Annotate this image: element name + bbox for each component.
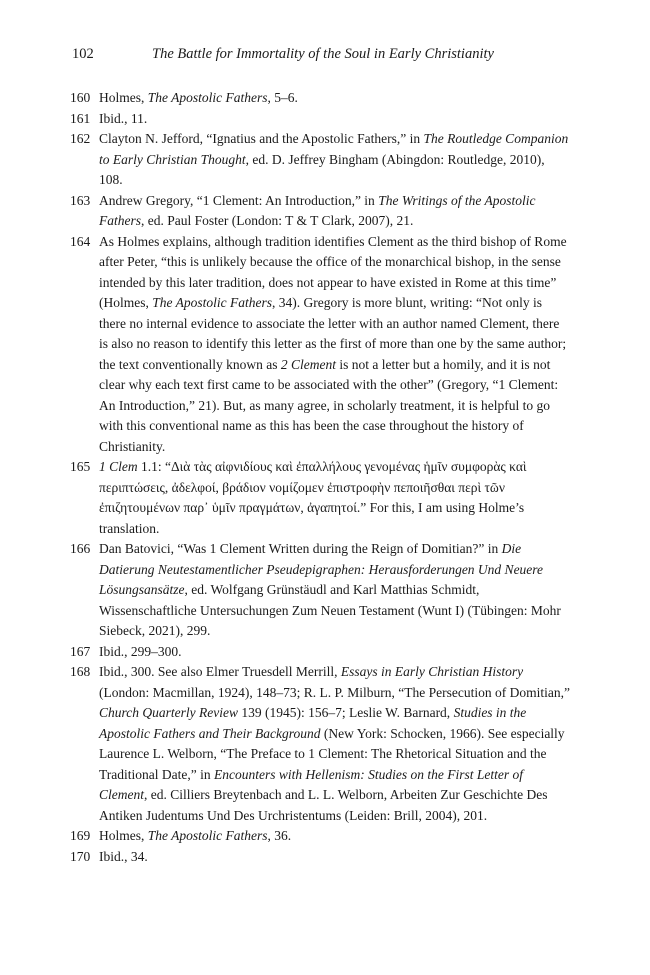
italic-title: Encounters with Hellenism: Studies on the First Letter of Clement: [99, 766, 523, 802]
text-segment: Dan Batovici, “Was 1 Clement Written during the Reign of Domitian?” in: [99, 541, 502, 556]
footnote-number: 170: [70, 848, 91, 864]
footnote-text: [99, 88, 570, 109]
text-segment: 139 (1945): 156–7; Leslie W. Barnard,: [237, 705, 454, 720]
text-segment: Holmes,: [99, 90, 148, 105]
text-segment: , ed. Wolfgang Grünstäudl and Karl Matthias Schmidt, Wissenschaftliche Untersuchungen Zum Neuen Testament (Wunt I) (Tübingen: Mohr Siebeck, 2021), 299.: [99, 582, 561, 638]
footnote-168: [70, 662, 570, 826]
footnote-number: 166: [70, 541, 91, 556]
footnote-165: [70, 457, 570, 539]
text-segment: , 5–6.: [267, 90, 298, 105]
footnote-number: 167: [70, 643, 91, 659]
footnote-text: [99, 457, 570, 539]
italic-title: The Apostolic Fathers: [152, 295, 272, 310]
footnote-list: [70, 88, 570, 867]
italic-title: 2 Clement: [280, 356, 336, 372]
text-segment: , ed. D. Jeffrey Bingham (Abingdon: Routledge, 2010), 108.: [99, 151, 545, 187]
italic-title: Die Datierung Neutestamentlicher Pseudepigraphen: Herausforderungen Und Neuere Lösungsansätze: [99, 541, 544, 597]
italic-title: 1 Clem: [99, 459, 138, 474]
footnote-text: [99, 539, 570, 642]
text-segment: , 36.: [267, 828, 292, 843]
footnote-text: [99, 662, 570, 826]
footnote-161: [70, 109, 570, 130]
footnote-text: [99, 847, 570, 868]
italic-title: The Apostolic Fathers: [147, 90, 268, 105]
footnote-text: [99, 642, 570, 663]
footnote-text: [99, 232, 570, 458]
footnote-162: [70, 129, 570, 191]
text-segment: , ed. Cilliers Breytenbach and L. L. Welborn, Arbeiten Zur Geschichte Des Antiken Judentums Und Des Urchristentums (Leiden: Brill, 2004), 201.: [99, 787, 548, 823]
footnote-160: [70, 88, 570, 109]
footnote-number: 163: [70, 192, 91, 208]
text-segment: Holmes,: [99, 828, 148, 843]
footnote-164: [70, 232, 570, 458]
footnote-169: [70, 826, 570, 847]
italic-title: The Apostolic Fathers: [147, 828, 268, 843]
footnote-163: [70, 191, 570, 232]
text-segment: Ibid., 34.: [99, 848, 148, 864]
footnote-166: [70, 539, 570, 642]
footnote-text: [99, 826, 570, 847]
text-segment: 1.1: “Διὰ τὰς αἰφνιδίους καὶ ἐπαλλήλους γενομένας ἡμῖν συμφορὰς καὶ περιπτώσεις, ἀδελφοί, βράδιον νομίζομεν ἐπιστροφὴν πεποιῆσθαι περὶ τῶν ἐπιζητουμένων παρ᾿ ὑμῖν πραγμάτων, ἀγαπητοί.” For this, I am using Holme’s translation.: [99, 459, 527, 536]
page-number: 102: [72, 46, 94, 62]
running-header: [72, 42, 572, 66]
text-segment: , 34). Gregory is more blunt, writing: “Not only is there no internal evidence to associate the letter with an author named Clement, there is also no reason to identify this letter as the first of more than one by the same author; the text conventionally known as: [99, 295, 567, 372]
italic-title: The Writings of the Apostolic Fathers: [99, 192, 536, 228]
italic-title: Essays in Early Christian History: [340, 664, 524, 679]
footnote-number: 162: [70, 131, 91, 146]
footnote-number: 160: [70, 90, 91, 105]
text-segment: Andrew Gregory, “1 Clement: An Introduction,” in: [99, 192, 379, 208]
text-segment: , ed. Paul Foster (London: T & T Clark, 2007), 21.: [141, 213, 414, 228]
text-segment: As Holmes explains, although tradition identifies Clement as the third bishop of Rome after Peter, “this is unlikely because the office of the monarchical bishop, in the sense intended by this later tradition, does not appear to have existed in Rome at this time” (Holmes,: [99, 233, 567, 310]
footnote-number: 169: [70, 828, 91, 843]
running-title: The Battle for Immortality of the Soul in Early Christianity: [152, 46, 494, 62]
footnote-number: 168: [70, 664, 91, 679]
italic-title: The Routledge Companion to Early Christian Thought: [99, 131, 569, 167]
text-segment: Clayton N. Jefford, “Ignatius and the Apostolic Fathers,” in: [99, 131, 424, 146]
footnote-number: 161: [70, 110, 91, 126]
footnote-167: [70, 642, 570, 663]
text-segment: Ibid., 299–300.: [99, 643, 182, 659]
footnote-170: [70, 847, 570, 868]
text-segment: (New York: Schocken, 1966). See especially Laurence L. Welborn, “The Preface to 1 Clement: The Rhetorical Situation and the Traditional Date,” in: [99, 725, 565, 782]
text-segment: is not a letter but a homily, and it is not clear why each text first came to be associated with the other” (Gregory, “1 Clement: An Introduction,” 21). But, as many agree, in scholarly treatment, it is helpful to go with this conventional name as this has been the case throughout the history of Christianity.: [99, 356, 559, 454]
footnote-number: 164: [70, 233, 91, 249]
footnote-text: [99, 109, 570, 130]
text-segment: (London: Macmillan, 1924), 148–73; R. L. P. Milburn, “The Persecution of Domitian,”: [99, 684, 570, 700]
footnote-text: [99, 191, 570, 232]
text-segment: Ibid., 300. See also Elmer Truesdell Merrill,: [99, 664, 341, 679]
text-segment: Ibid., 11.: [99, 110, 148, 126]
italic-title: Studies in the Apostolic Fathers and Their Background: [99, 705, 527, 741]
italic-title: Church Quarterly Review: [99, 705, 238, 720]
footnote-number: 165: [70, 459, 91, 474]
footnote-text: [99, 129, 570, 191]
